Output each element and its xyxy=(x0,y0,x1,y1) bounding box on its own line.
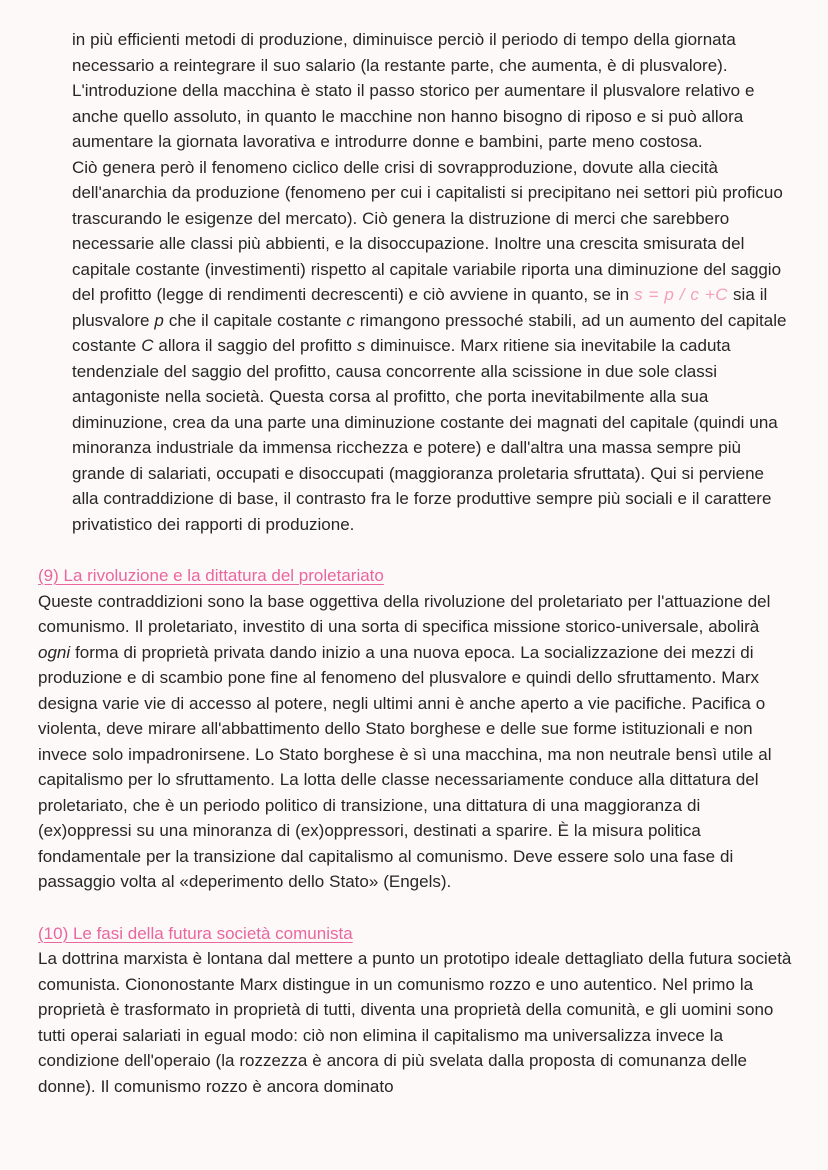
paragraph-future-communist-society xyxy=(38,946,795,1099)
paragraph-revolution-dictatorship xyxy=(38,589,795,895)
text-run: che il capitale costante xyxy=(163,310,347,330)
text-run: Queste contraddizioni sono la base oggettiva della rivoluzione del proletariato per l'attuazione del comunismo. Il proletariato, investito di una sorta di specifica missione storico-universale, abolirà xyxy=(38,591,771,636)
section-heading-9: (9) La rivoluzione e la dittatura del proletariato xyxy=(38,566,384,585)
text-run: in più efficienti metodi di produzione, diminuisce perciò il periodo di tempo della giornata necessario a reintegrare il suo salario (la restante parte, che aumenta, è di plusvalore). L'introduzione della macchina è stato il passo storico per aumentare il plusvalore relativo e anche quello assoluto, in quanto le macchine non hanno bisogno di riposo e si può allora aumentare la giornata lavorativa e introdurre donne e bambini, parte meno costosa. xyxy=(72,30,755,151)
paragraph-overproduction-crisis xyxy=(72,155,795,538)
text-run: forma di proprietà privata dando inizio a una nuova epoca. La socializzazione dei mezzi di produzione e di scambio pone fine al fenomeno del plusvalore e quindi dello sfruttamento. Marx designa varie vie di accesso al potere, negli ultimi anni è anche aperto a vie pacifiche. Pacifica o violenta, deve mirare all'abbattimento dello Stato borghese e delle sue forme istituzionali e non invece solo impadronirsene. Lo Stato borghese è sì una macchina, ma non neutrale bensì utile al capitalismo per lo sfruttamento. La lotta delle classe necessariamente conduce alla dittatura del proletariato, che è un periodo politico di transizione, una dittatura di una maggioranza di (ex)oppressi su una minoranza di (ex)oppressori, destinati a sparire. È la misura politica fondamentale per la transizione dal capitalismo al comunismo. Deve essere solo una fase di passaggio volta al «deperimento dello Stato» (Engels). xyxy=(38,642,772,891)
text-run: La dottrina marxista è lontana dal mettere a punto un prototipo ideale dettagliato della futura società comunista. Ciononostante Marx distingue in un comunismo rozzo e uno autentico. Nel primo la proprietà è trasformato in proprietà di tutti, diventa una proprietà della comunità, e gli uomini sono tutti operai salariati in egual modo: ciò non elimina il capitalismo ma universalizza invece la condizione dell'operaio (la rozzezza è ancora di più svelata dalla proposta di comunanza delle donne). Il comunismo rozzo è ancora dominato xyxy=(38,949,792,1096)
text-run: c xyxy=(346,310,355,330)
text-run: C xyxy=(141,336,154,355)
text-run: rimangono pressoché stabili, ad un aumento del capitale costante xyxy=(72,310,787,355)
text-run: Ciò genera però il fenomeno ciclico delle crisi di sovrapproduzione, dovute alla ciecità dell'anarchia da produzione (fenomeno per cui i capitalisti si precipitano nei settori più proficuo trascurando le esigenze del mercato). Ciò genera la distruzione di merci che sarebbero necessarie alle classi più abbienti, e la disoccupazione. Inoltre una crescita smisurata del capitale costante (investimenti) rispetto al capitale variabile riporta una diminuzione del saggio del profitto (legge di rendimenti decrescenti) e ciò avviene in quanto, se in xyxy=(72,157,783,304)
text-run: sia il plusvalore xyxy=(72,285,768,330)
text-run: p xyxy=(154,310,164,330)
profit-rate-formula: s = p / c +C xyxy=(634,285,729,304)
text-run: allora il saggio del profitto xyxy=(153,336,357,355)
text-run: s xyxy=(356,336,366,355)
section-heading-10: (10) Le fasi della futura società comunista xyxy=(38,923,353,943)
paragraph-machine-production xyxy=(72,27,795,155)
text-run: diminuisce. Marx ritiene sia inevitabile la caduta tendenziale del saggio del profitto, causa concorrente alla scissione in due sole classi antagoniste nella società. Questa corsa al profitto, che porta inevitabilmente alla sua diminuzione, crea da una parte una diminuzione costante dei magnati del capitale (quindi una minoranza industriale da immensa ricchezza e potere) e dall'altra una massa sempre più grande di salariati, occupati e disoccupati (maggioranza proletaria sfruttata). Qui si perviene alla contraddizione di base, il contrasto fra le forze produttive sempre più sociali e il carattere privatistico dei rapporti di produzione. xyxy=(72,336,778,534)
indented-notes-block xyxy=(72,27,795,537)
text-run: ogni xyxy=(38,642,71,662)
